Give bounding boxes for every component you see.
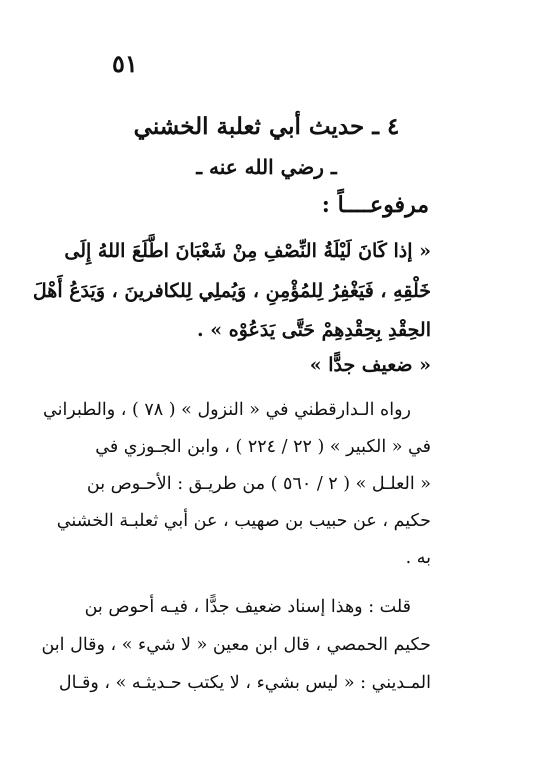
- marfu-label: مرفوعــــاً :: [321, 192, 429, 218]
- paragraph-line: رواه الـدارقطني في « النزول » ( ٧٨ ) ، والطبراني: [42, 400, 411, 420]
- paragraph-line: قلت : وهذا إسناد ضعيف جدًّا ، فيـه أحوص بن: [84, 597, 411, 617]
- paragraph-line: « العلـل » ( ٢ / ٥٦٠ ) من طريـق : الأحـوص بن: [86, 474, 431, 494]
- paragraph-line: به .: [405, 548, 431, 568]
- section-subtitle: ـ رضي الله عنه ـ: [196, 155, 337, 179]
- hadith-line: الحِقْدِ بِحِقْدِهِمْ حَتَّى يَدَعُوْه » .: [197, 319, 431, 341]
- section-title: ٤ ـ حديث أبي ثعلبة الخشني: [133, 113, 400, 140]
- page-number: ٥١: [112, 49, 138, 78]
- hadith-line: « إذا كَانَ لَيْلَةُ النِّصْفِ مِنْ شَعْبَانَ اطَّلَعَ اللهُ إِلَى: [64, 240, 431, 262]
- paragraph-line: المـديني : « ليس بشيء ، لا يكتب حـديثـه » ، وقـال: [58, 673, 431, 693]
- hadith-grade: « ضعيف جدًّا »: [309, 354, 431, 376]
- paragraph-line: حكيم الحمصي ، قال ابن معين « لا شيء » ، وقال ابن: [41, 635, 431, 655]
- paragraph-line: في « الكبير » ( ٢٢ / ٢٢٤ ) ، وابن الجـوزي في: [95, 437, 431, 457]
- paragraph-line: حكيم ، عن حبيب بن صهيب ، عن أبي ثعلبـة الخشني: [56, 511, 431, 531]
- hadith-line: خَلْقِهِ ، فَيَغْفِرُ لِلمُؤْمِنِ ، وَيُملِي لِلكافرينَ ، وَيَدَعُ أَهْلَ: [32, 280, 431, 302]
